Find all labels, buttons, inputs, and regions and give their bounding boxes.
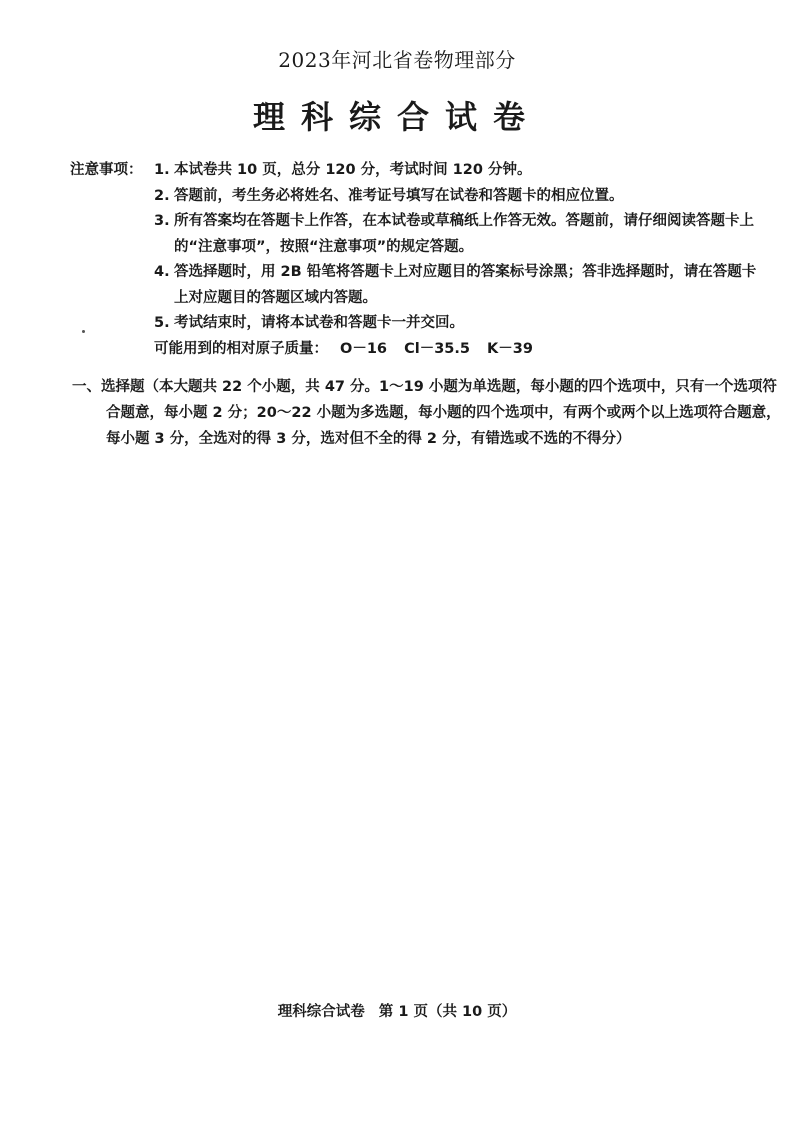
notice-list [154, 158, 760, 362]
notice-item-number: 4. [154, 264, 170, 280]
page-footer [0, 1000, 794, 1021]
notice-item-text: 所有答案均在答题卡上作答，在本试卷或草稿纸上作答无效。答题前，请仔细阅读答题卡上的“注意事项”，按照“注意事项”的规定答题。 [174, 213, 754, 255]
notice-item-number: 2. [154, 187, 170, 204]
footer-exam-name: 理科综合试卷 [277, 1004, 365, 1020]
notice-item [154, 260, 760, 311]
atomic-mass-value: Cl－35.5 [404, 340, 470, 357]
notice-item [154, 209, 760, 260]
notice-item-text: 本试卷共 10 页，总分 120 分，考试时间 120 分钟。 [174, 162, 532, 178]
notice-item-number: 3. [154, 213, 170, 229]
notice-item-number: 5. [154, 315, 170, 331]
notice-item-number: 1. [154, 162, 170, 178]
footer-page-number: 第 1 页（共 10 页） [378, 1004, 517, 1020]
atomic-mass-value: O－16 [340, 340, 388, 357]
atomic-mass-line [154, 337, 760, 363]
notice-item [154, 311, 760, 337]
notice-item-text: 答选择题时，用 2B 铅笔将答题卡上对应题目的答案标号涂黑；答非选择题时，请在答题卡上对应题目的答题区域内答题。 [174, 264, 757, 306]
atomic-mass-value: K－39 [487, 340, 533, 357]
top-title: 2023年河北省卷物理部分 [278, 48, 516, 72]
notice-block [70, 158, 760, 362]
atomic-mass-label: 可能用到的相对原子质量： [154, 340, 328, 357]
notice-item [154, 184, 760, 210]
scan-speck [82, 330, 85, 333]
section-instructions: 一、选择题（本大题共 22 个小题，共 47 分。1～19 小题为单选题，每小题的四个选项中，只有一个选项符合题意，每小题 2 分；20～22 小题为多选题，每小题的四个选项中，有两个或两个以上选项符合题意，每小题 3 分，全选对的得 3 分，选对但不全的得 2 分，有错选或不选的不得分） [72, 379, 781, 447]
page-title: 理科综合试卷 [252, 98, 541, 136]
notice-item-text: 考试结束时，请将本试卷和答题卡一并交回。 [174, 315, 464, 331]
notice-item [154, 158, 760, 184]
notice-item-text: 答题前，考生务必将姓名、准考证号填写在试卷和答题卡的相应位置。 [174, 187, 624, 204]
notice-label: 注意事项： [70, 162, 143, 178]
